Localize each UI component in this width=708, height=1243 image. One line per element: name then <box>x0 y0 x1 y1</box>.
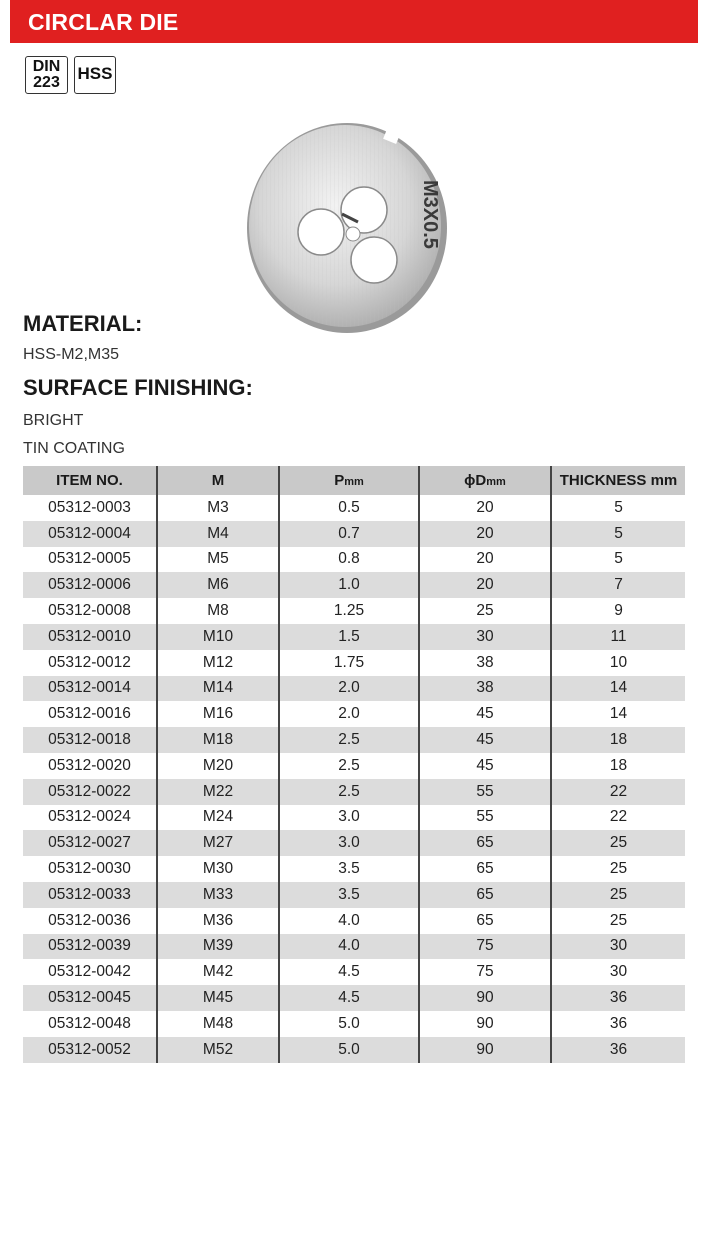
table-row <box>23 521 685 547</box>
cell-item-no: 05312-0033 <box>23 882 157 908</box>
header-pitch <box>279 466 419 495</box>
cell-item-no: 05312-0018 <box>23 727 157 753</box>
table-row <box>23 547 685 573</box>
cell-pitch: 2.5 <box>279 753 419 779</box>
cell-thickness: 25 <box>551 882 685 908</box>
cell-diameter: 30 <box>419 624 551 650</box>
header-pitch-unit: mm <box>344 476 364 488</box>
cell-item-no: 05312-0010 <box>23 624 157 650</box>
cell-item-no: 05312-0003 <box>23 495 157 521</box>
cell-item-no: 05312-0006 <box>23 572 157 598</box>
cell-m: M4 <box>157 521 279 547</box>
cell-m: M14 <box>157 676 279 702</box>
cell-thickness: 11 <box>551 624 685 650</box>
table-row <box>23 701 685 727</box>
cell-diameter: 65 <box>419 882 551 908</box>
cell-item-no: 05312-0022 <box>23 779 157 805</box>
table-row <box>23 779 685 805</box>
cell-thickness: 14 <box>609 705 628 723</box>
din-badge-top: DIN <box>32 58 61 75</box>
cell-thickness: 18 <box>609 756 628 774</box>
cell-m: M3 <box>157 495 279 521</box>
cell-m: M36 <box>157 908 279 934</box>
cell-m: M33 <box>157 882 279 908</box>
table-row <box>23 753 685 779</box>
cell-thickness: 36 <box>609 1014 628 1032</box>
circular-die-icon <box>246 122 448 334</box>
cell-pitch: 4.5 <box>279 985 419 1011</box>
table-row <box>23 650 685 676</box>
table-row <box>23 495 685 521</box>
cell-thickness: 9 <box>614 602 623 620</box>
cell-item-no: 05312-0052 <box>23 1037 157 1063</box>
cell-m: M18 <box>157 727 279 753</box>
cell-diameter: 55 <box>419 779 551 805</box>
cell-diameter: 90 <box>419 1011 551 1037</box>
cell-diameter: 20 <box>419 495 551 521</box>
cell-pitch: 5.0 <box>279 1037 419 1063</box>
header-diameter-main: D <box>475 472 487 489</box>
cell-m: M16 <box>157 701 279 727</box>
header-item-no: ITEM NO. <box>23 466 157 495</box>
cell-diameter: 90 <box>419 985 551 1011</box>
cell-m: M52 <box>157 1037 279 1063</box>
table-row <box>23 985 685 1011</box>
cell-diameter: 90 <box>419 1037 551 1063</box>
table-row <box>23 727 685 753</box>
die-marking-text: M3X0.5 <box>419 180 441 249</box>
cell-diameter: 20 <box>419 547 551 573</box>
table-row <box>23 959 685 985</box>
table-row <box>23 934 685 960</box>
cell-thickness: 30 <box>609 963 628 981</box>
cell-pitch: 0.8 <box>279 547 419 573</box>
cell-m: M27 <box>157 830 279 856</box>
hss-badge: HSS <box>74 56 116 94</box>
table-row <box>23 572 685 598</box>
cell-item-no: 05312-0045 <box>23 985 157 1011</box>
cell-m: M30 <box>157 856 279 882</box>
cell-diameter: 38 <box>419 676 551 702</box>
cell-thickness: 22 <box>609 808 628 826</box>
cell-m: M42 <box>157 959 279 985</box>
cell-diameter: 55 <box>419 805 551 831</box>
cell-pitch: 1.5 <box>279 624 419 650</box>
table-row <box>23 676 685 702</box>
table-row <box>23 1011 685 1037</box>
cell-m: M6 <box>157 572 279 598</box>
cell-diameter: 20 <box>419 521 551 547</box>
cell-diameter: 20 <box>419 572 551 598</box>
cell-pitch: 2.5 <box>279 779 419 805</box>
cell-item-no: 05312-0027 <box>23 830 157 856</box>
cell-item-no: 05312-0008 <box>23 598 157 624</box>
cell-pitch: 4.5 <box>279 959 419 985</box>
cell-pitch: 3.0 <box>279 830 419 856</box>
cell-m: M24 <box>157 805 279 831</box>
cell-m: M12 <box>157 650 279 676</box>
cell-thickness: 7 <box>551 572 685 598</box>
cell-thickness: 10 <box>609 653 628 671</box>
cell-thickness: 5 <box>614 498 623 516</box>
surface-heading: SURFACE FINISHING: <box>23 375 253 400</box>
cell-m: M22 <box>157 779 279 805</box>
cell-thickness: 36 <box>551 1037 685 1063</box>
cell-diameter: 45 <box>419 701 551 727</box>
cell-m: M10 <box>157 624 279 650</box>
surface-item-tin-coating: TIN COATING <box>23 440 125 457</box>
cell-item-no: 05312-0039 <box>23 934 157 960</box>
cell-diameter: 75 <box>419 934 551 960</box>
header-diameter-symbol: ϕ <box>464 472 476 489</box>
cell-pitch: 4.0 <box>279 908 419 934</box>
cell-pitch: 3.5 <box>279 882 419 908</box>
cell-item-no: 05312-0016 <box>23 701 157 727</box>
surface-item-bright: BRIGHT <box>23 412 84 429</box>
cell-thickness: 25 <box>609 860 628 878</box>
table-row <box>23 805 685 831</box>
header-m: M <box>157 466 279 495</box>
cell-item-no: 05312-0004 <box>23 521 157 547</box>
table-body <box>23 495 685 1063</box>
material-value: HSS-M2,M35 <box>23 346 120 363</box>
cell-thickness: 30 <box>551 934 685 960</box>
header-thickness: THICKNESS mm <box>551 466 685 495</box>
cell-thickness: 5 <box>551 521 685 547</box>
table-row <box>23 1037 685 1063</box>
cell-thickness: 14 <box>551 676 685 702</box>
cell-pitch: 1.0 <box>279 572 419 598</box>
din-223-badge <box>25 56 68 94</box>
cell-pitch: 2.0 <box>279 676 419 702</box>
cell-m: M5 <box>157 547 279 573</box>
cell-item-no: 05312-0048 <box>23 1011 157 1037</box>
cell-diameter: 65 <box>419 908 551 934</box>
cell-thickness: 5 <box>614 550 623 568</box>
table-header-row <box>23 466 685 495</box>
cell-item-no: 05312-0030 <box>23 856 157 882</box>
cell-item-no: 05312-0042 <box>23 959 157 985</box>
cell-diameter: 45 <box>419 727 551 753</box>
cell-diameter: 75 <box>419 959 551 985</box>
cell-m: M39 <box>157 934 279 960</box>
table-row <box>23 856 685 882</box>
cell-item-no: 05312-0036 <box>23 908 157 934</box>
cell-item-no: 05312-0014 <box>23 676 157 702</box>
table-row <box>23 624 685 650</box>
table-row <box>23 908 685 934</box>
table-row <box>23 598 685 624</box>
table-row <box>23 882 685 908</box>
cell-thickness: 25 <box>609 911 628 929</box>
cell-pitch: 2.5 <box>279 727 419 753</box>
cell-diameter: 45 <box>419 753 551 779</box>
cell-thickness: 25 <box>551 830 685 856</box>
cell-pitch: 5.0 <box>279 1011 419 1037</box>
cell-diameter: 65 <box>419 830 551 856</box>
cell-item-no: 05312-0024 <box>23 805 157 831</box>
page-header <box>10 0 698 43</box>
cell-thickness: 36 <box>551 985 685 1011</box>
cell-diameter: 25 <box>419 598 551 624</box>
cell-m: M20 <box>157 753 279 779</box>
cell-pitch: 0.5 <box>279 495 419 521</box>
cell-pitch: 1.75 <box>279 650 419 676</box>
cell-diameter: 38 <box>419 650 551 676</box>
cell-item-no: 05312-0012 <box>23 650 157 676</box>
cell-item-no: 05312-0020 <box>23 753 157 779</box>
header-diameter-unit: mm <box>486 476 506 488</box>
cell-pitch: 1.25 <box>279 598 419 624</box>
header-diameter <box>419 466 551 495</box>
cell-pitch: 2.0 <box>279 701 419 727</box>
cell-pitch: 4.0 <box>279 934 419 960</box>
header-pitch-main: P <box>334 472 345 489</box>
spec-table <box>23 466 685 1063</box>
cell-m: M8 <box>157 598 279 624</box>
cell-pitch: 0.7 <box>279 521 419 547</box>
cell-thickness: 18 <box>551 727 685 753</box>
cell-thickness: 22 <box>551 779 685 805</box>
cell-m: M48 <box>157 1011 279 1037</box>
cell-pitch: 3.5 <box>279 856 419 882</box>
table-row <box>23 830 685 856</box>
cell-pitch: 3.0 <box>279 805 419 831</box>
page-title: CIRCLAR DIE <box>28 9 179 35</box>
material-heading: MATERIAL: <box>23 311 143 336</box>
cell-m: M45 <box>157 985 279 1011</box>
cell-item-no: 05312-0005 <box>23 547 157 573</box>
cell-diameter: 65 <box>419 856 551 882</box>
circular-die-image <box>246 122 448 334</box>
din-badge-bottom: 223 <box>33 74 60 91</box>
